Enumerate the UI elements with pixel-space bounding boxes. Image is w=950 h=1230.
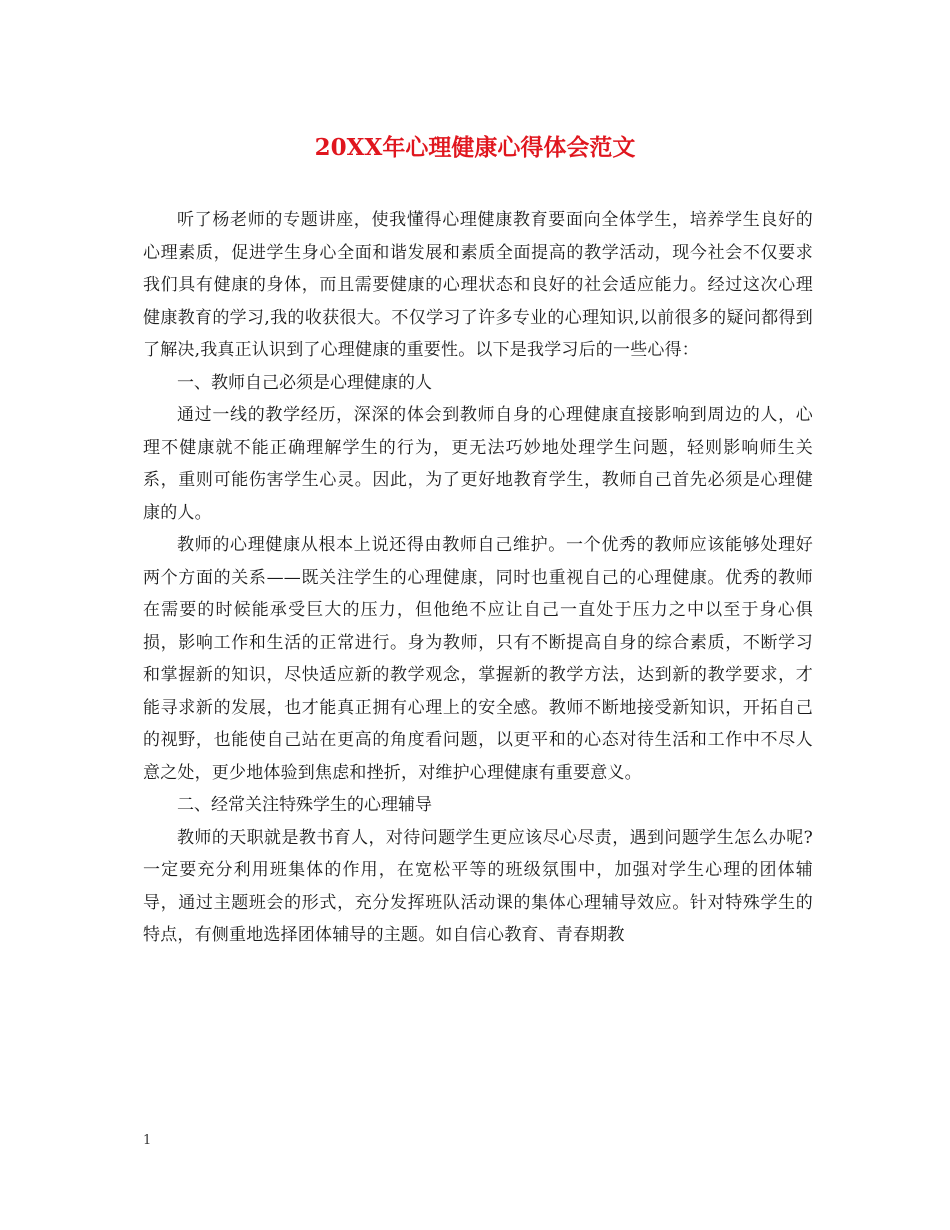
section-heading-2: 二、经常关注特殊学生的心理辅导 xyxy=(177,795,432,815)
section-heading-1: 一、教师自己必须是心理健康的人 xyxy=(177,372,432,393)
paragraph-intro: 听了杨老师的专题讲座，使我懂得心理健康教育要面向全体学生，培养学生良好的心理素质，促进学生身心全面和谐发展和素质全面提高的教学活动，现今社会不仅要求我们具有健康的身体，而且需要健康的心理状态和良好的社会适应能力。经过这次心理健康教育的学习,我的收获很大。不仅学习了许多专业的心理知识,以前很多的疑问都得到了解决,我真正认识到了心理健康的重要性。以下是我学习后的一些心得： xyxy=(143,210,813,360)
paragraph-special-students: 教师的天职就是教书育人，对待问题学生更应该尽心尽责，遇到问题学生怎么办呢?一定要充分利用班集体的作用，在宽松平等的班级氛围中，加强对学生心理的团体辅导，通过主题班会的形式，充分发挥班队活动课的集体心理辅导效应。针对特殊学生的特点，有侧重地选择团体辅导的主题。如自信心教育、青春期教 xyxy=(143,827,813,945)
page-number: 1 xyxy=(143,1133,152,1148)
document-body xyxy=(143,204,813,952)
paragraph-self-maintenance: 教师的心理健康从根本上说还得由教师自己维护。一个优秀的教师应该能够处理好两个方面的关系——既关注学生的心理健康，同时也重视自己的心理健康。优秀的教师在需要的时候能承受巨大的压力，但他绝不应让自己一直处于压力之中以至于身心俱损，影响工作和生活的正常进行。身为教师，只有不断提高自身的综合素质，不断学习和掌握新的知识，尽快适应新的教学观念，掌握新的教学方法，达到新的教学要求，才能寻求新的发展，也才能真正拥有心理上的安全感。教师不断地接受新知识，开拓自己的视野，也能使自己站在更高的角度看问题，以更平和的心态对待生活和工作中不尽人意之处，更少地体验到焦虑和挫折，对维护心理健康有重要意义。 xyxy=(143,535,813,783)
paragraph-teacher-health: 通过一线的教学经历，深深的体会到教师自身的心理健康直接影响到周边的人，心理不健康就不能正确理解学生的行为，更无法巧妙地处理学生问题，轻则影响师生关系，重则可能伤害学生心灵。因此，为了更好地教育学生，教师自己首先必须是心理健康的人。 xyxy=(143,405,813,523)
page-title: 20XX年心理健康心得体会范文 xyxy=(314,134,636,161)
